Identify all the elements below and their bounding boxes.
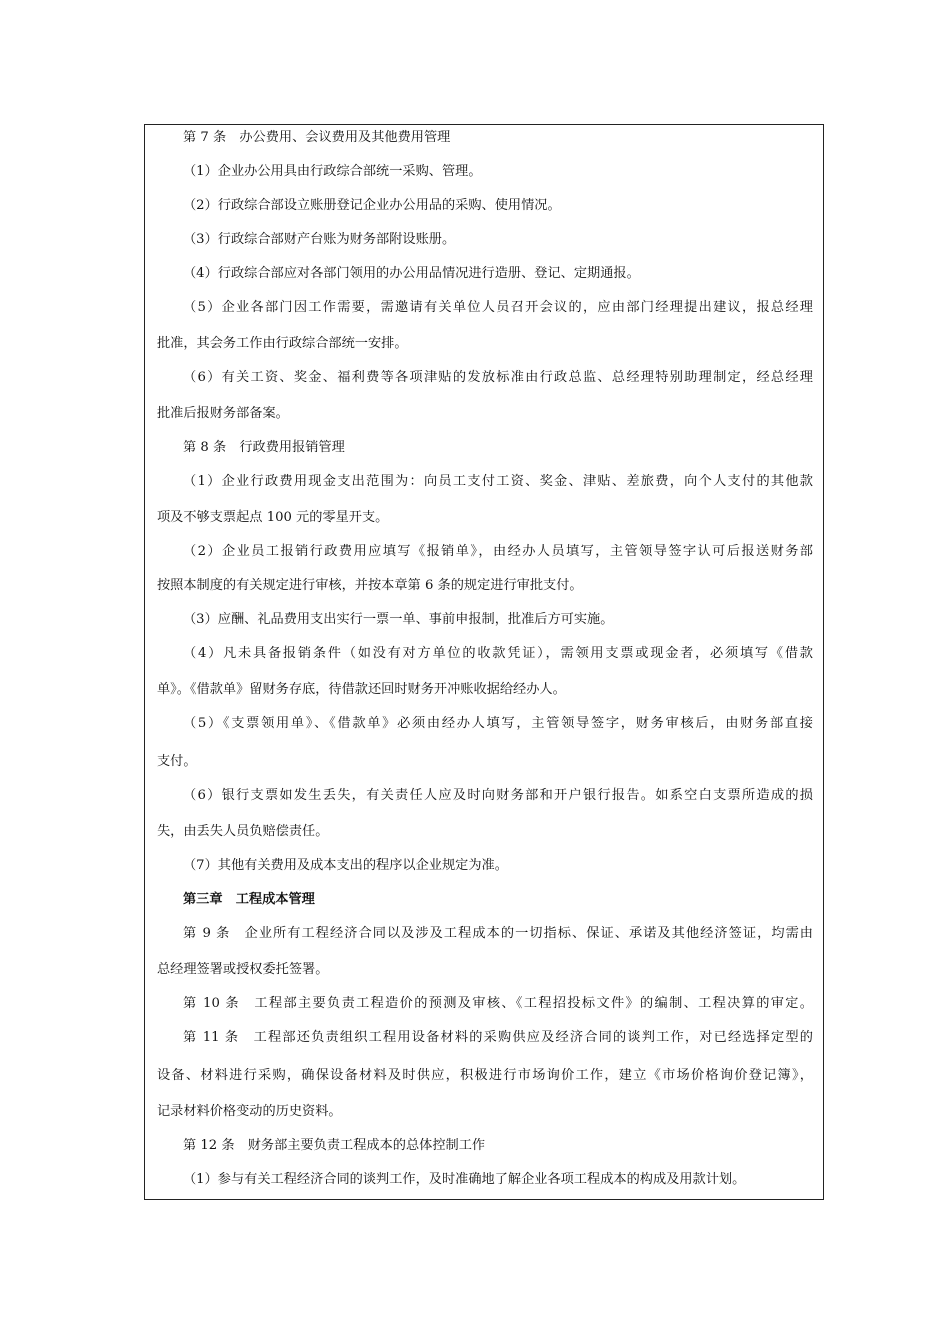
article-12-heading: 第 12 条 财务部主要负责工程成本的总体控制工作 [183,1138,486,1153]
paragraph-line: 记录材料价格变动的历史资料。 [157,1104,342,1119]
paragraph-line: 批准后报财务部备案。 [157,406,289,421]
paragraph-line: 支付。 [157,754,197,769]
paragraph-line: （1）参与有关工程经济合同的谈判工作，及时准确地了解企业各项工程成本的构成及用款计划。 [183,1172,746,1187]
paragraph-line: （6）有关工资、奖金、福利费等各项津贴的发放标准由行政总监、总经理特别助理制定，经总经理 [183,370,813,385]
paragraph-line: 总经理签署或授权委托签署。 [157,962,329,977]
paragraph-line: （2）行政综合部设立账册登记企业办公用品的采购、使用情况。 [183,198,561,213]
article-10-text: 第 10 条 工程部主要负责工程造价的预测及审核、《工程招投标文件》的编制、工程决算的审定。 [183,996,813,1011]
paragraph-line: （3）应酬、礼品费用支出实行一票一单、事前申报制，批准后方可实施。 [183,612,614,627]
paragraph-line: 批准，其会务工作由行政综合部统一安排。 [157,336,408,351]
paragraph-line: （1）企业办公用具由行政综合部统一采购、管理。 [183,164,482,179]
article-8-heading: 第 8 条 行政费用报销管理 [183,440,345,455]
paragraph-line: （3）行政综合部财产台账为财务部附设账册。 [183,232,456,247]
paragraph-line: （5）企业各部门因工作需要，需邀请有关单位人员召开会议的，应由部门经理提出建议，报总经理 [183,300,813,315]
paragraph-line: （5）《支票领用单》、《借款单》必须由经办人填写，主管领导签字，财务审核后，由财务部直接 [183,716,813,731]
chapter-3-heading: 第三章 工程成本管理 [183,892,315,907]
paragraph-line: （6）银行支票如发生丢失，有关责任人应及时向财务部和开户银行报告。如系空白支票所造成的损 [183,788,813,803]
paragraph-line: （4）行政综合部应对各部门领用的办公用品情况进行造册、登记、定期通报。 [183,266,640,281]
document-frame [144,124,824,1200]
paragraph-line: 失，由丢失人员负赔偿责任。 [157,824,329,839]
paragraph-line: （1）企业行政费用现金支出范围为：向员工支付工资、奖金、津贴、差旅费，向个人支付的其他款 [183,474,813,489]
article-7-heading: 第 7 条 办公费用、会议费用及其他费用管理 [183,130,451,145]
paragraph-line: 设备、材料进行采购，确保设备材料及时供应，积极进行市场询价工作，建立《市场价格询价登记簿》， [157,1068,813,1083]
paragraph-line: 按照本制度的有关规定进行审核，并按本章第 6 条的规定进行审批支付。 [157,578,583,593]
paragraph-line: 单》。《借款单》留财务存底，待借款还回时财务开冲账收据给经办人。 [157,682,566,697]
paragraph-line: （2）企业员工报销行政费用应填写《报销单》，由经办人员填写，主管领导签字认可后报送财务部 [183,544,813,559]
paragraph-line: 项及不够支票起点 100 元的零星开支。 [157,510,389,525]
paragraph-line: （4）凡未具备报销条件（如没有对方单位的收款凭证），需领用支票或现金者，必须填写《借款 [183,646,813,661]
paragraph-line: （7）其他有关费用及成本支出的程序以企业规定为准。 [183,858,508,873]
article-9-text: 第 9 条 企业所有工程经济合同以及涉及工程成本的一切指标、保证、承诺及其他经济签证，均需由 [183,926,813,941]
article-11-text: 第 11 条 工程部还负责组织工程用设备材料的采购供应及经济合同的谈判工作，对已经选择定型的 [183,1030,813,1045]
